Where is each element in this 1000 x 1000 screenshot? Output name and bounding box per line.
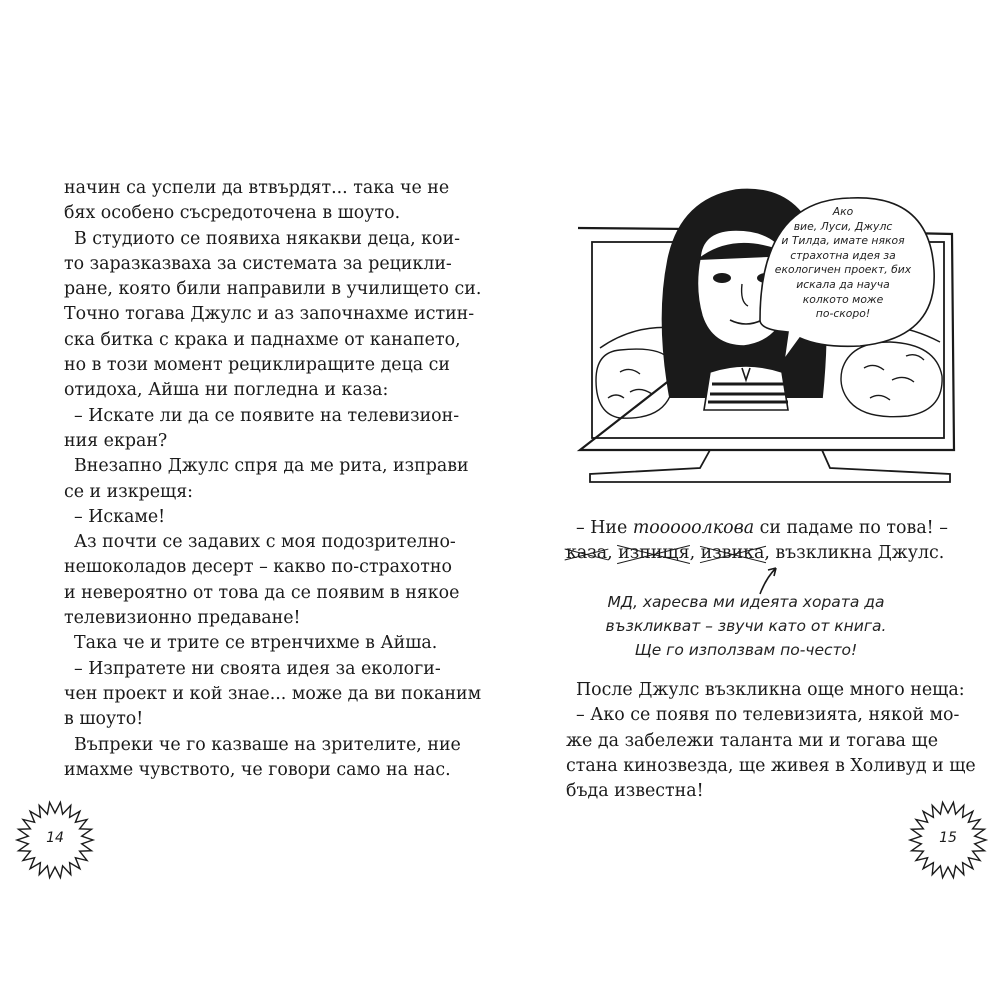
- text-line: Аз почти се задавих с моя подозрително-: [74, 532, 456, 553]
- text-line: Внезапно Джулс спря да ме рита, изправи: [74, 456, 469, 477]
- note-line: възкликват – звучи като от книга.: [605, 617, 887, 635]
- bubble-line: екологичен проект, бих: [774, 263, 912, 277]
- text-line: нешоколадов десерт – какво по-страхотно: [64, 557, 452, 578]
- left-page-text: [64, 176, 482, 783]
- bubble-line: страхотна идея за: [790, 248, 896, 262]
- text-line: Точно тогава Джулс и аз започнахме истин-: [64, 304, 475, 325]
- text-line: чен проект и кой знае... може да ви поканим: [64, 683, 482, 704]
- text-line: В студиото се появиха някакви деца, кои-: [74, 228, 460, 249]
- text-line: ска битка с крака и паднахме от канапето,: [64, 329, 461, 350]
- bubble-line: искала да науча: [796, 277, 890, 291]
- text-line: се и изкрещя:: [64, 481, 194, 502]
- text-line: После Джулс възкликна още много неща:: [576, 680, 965, 700]
- bubble-line: Ако: [832, 205, 854, 218]
- text-line: имахме чувството, че говори само на нас.: [64, 759, 451, 780]
- text-line: же да забележи таланта ми и тогава ще: [566, 730, 938, 751]
- text-line: бях особено съсредоточена в шоуто.: [64, 203, 401, 224]
- right-page-text-lower: [566, 678, 976, 804]
- note-line: Ще го използвам по-често!: [634, 641, 858, 659]
- text-line: и невероятно от това да се появим в някое: [64, 582, 460, 603]
- text-line: отидоха, Айша ни погледна и каза:: [64, 380, 389, 401]
- note-line: МД, харесва ми идеята хората да: [607, 593, 885, 611]
- bubble-line: вие, Луси, Джулс: [793, 219, 893, 233]
- text-line: ране, която били направили в училището си.: [64, 279, 482, 300]
- struck-word: изпищя: [618, 541, 689, 566]
- text-line: – Изпратете ни своята идея за екологи-: [74, 658, 441, 679]
- text-line: каза, изпищя, извика, възкликна Джулс.: [566, 541, 938, 566]
- text-line: – Ние тооооолкова си падаме по това! –: [576, 518, 948, 538]
- page-number: 14: [46, 830, 64, 846]
- handwritten-note: [596, 590, 896, 662]
- struck-word: извика: [701, 541, 765, 566]
- text-line: телевизионно предаване!: [64, 608, 301, 629]
- emphasis-word: тооооолкова: [632, 518, 755, 538]
- bubble-line: колкото може: [802, 292, 884, 306]
- right-page-text: [566, 516, 948, 567]
- bubble-line: по-скоро!: [815, 307, 871, 321]
- bubble-line: и Тилда, имате някоя: [781, 234, 905, 248]
- text-line: – Искаме!: [74, 506, 166, 527]
- text-line: – Искате ли да се появите на телевизион-: [74, 405, 460, 426]
- text-line: Въпреки че го казваше на зрителите, ние: [74, 734, 461, 755]
- text-line: ния екран?: [64, 430, 168, 451]
- text-line: – Ако се появя по телевизията, някой мо-: [576, 705, 960, 726]
- struck-word: каза: [566, 541, 607, 566]
- tv-stand: [590, 450, 950, 482]
- text-line: бъда известна!: [566, 781, 704, 802]
- text-line: но в този момент рециклиращите деца си: [64, 355, 450, 376]
- speech-bubble-text: [754, 205, 932, 355]
- text-line: стана кинозвезда, ще живея в Холивуд и ще: [566, 755, 976, 776]
- text-line: в шоуто!: [64, 709, 144, 730]
- text-line: Така че и трите се втренчихме в Айша.: [74, 633, 438, 654]
- text-line: начин са успели да втвърдят... така че не: [64, 178, 450, 198]
- page-number: 15: [939, 830, 957, 846]
- text-line: то заразказваха за системата за рецикли-: [64, 253, 452, 274]
